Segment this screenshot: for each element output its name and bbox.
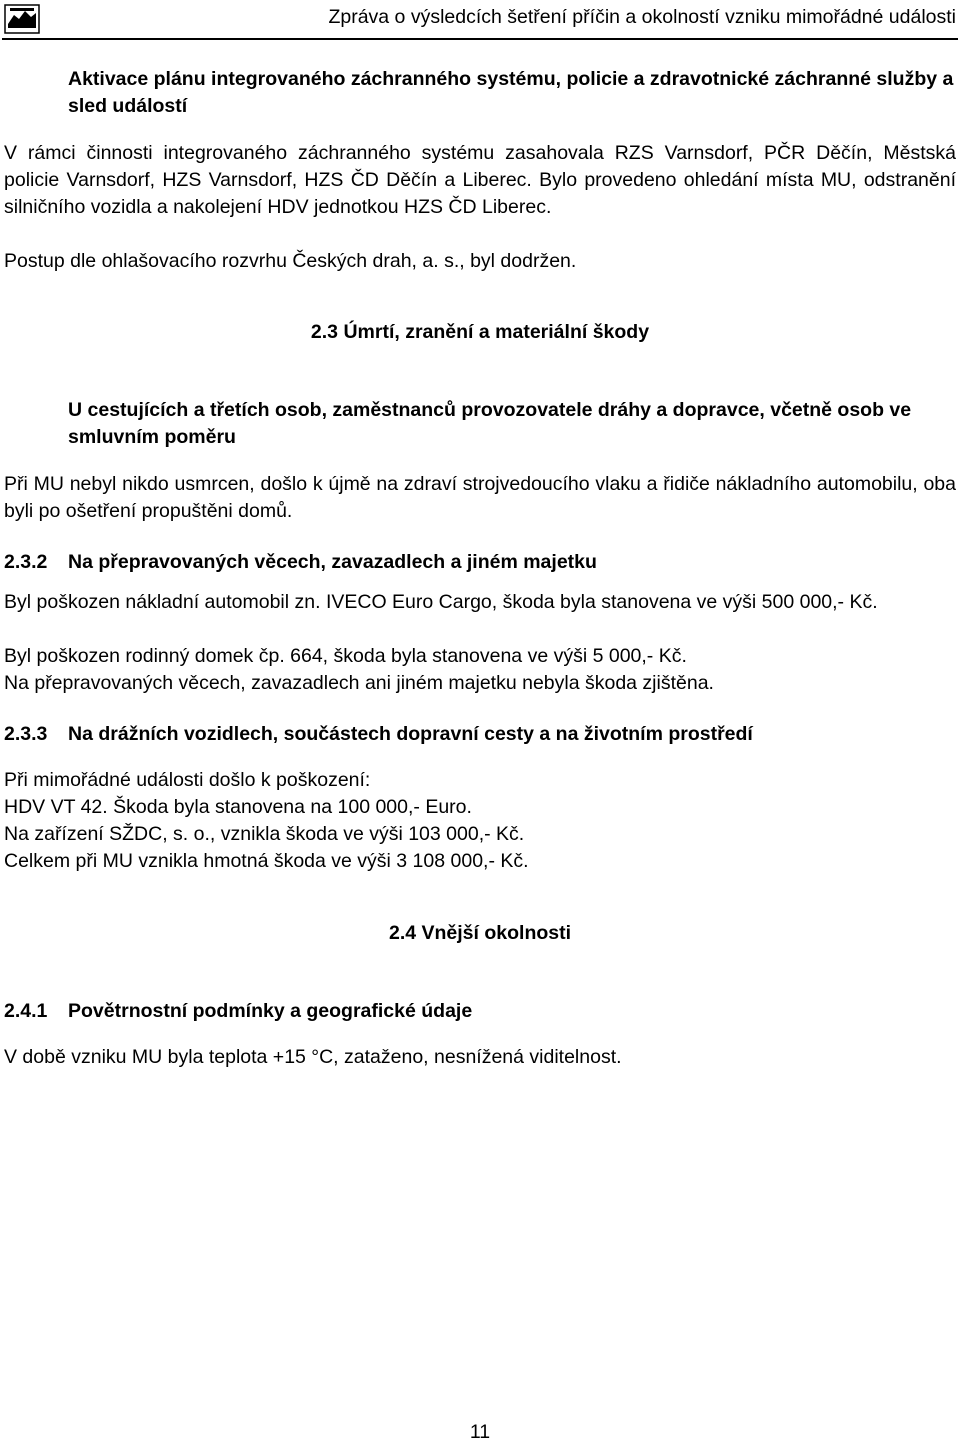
section-number xyxy=(4,66,68,93)
text-line: Celkem při MU vznikla hmotná škoda ve výši 3 108 000,- Kč. xyxy=(4,850,529,872)
section-2-3-heading: 2.3 Úmrtí, zranění a materiální škody xyxy=(310,321,650,343)
section-number: 2.3.2 xyxy=(4,551,48,573)
section-2-3-1-paragraph: Při MU nebyl nikdo usmrcen, došlo k újmě na zdraví strojvedoucího vlaku a řidiče nákladního automobilu, oba byli po ošetření propuštěni domů. xyxy=(4,473,956,522)
section-number: 2.3.3 xyxy=(4,723,48,745)
page-number: 11 xyxy=(469,1421,491,1443)
section-2-3-3-heading xyxy=(4,721,956,748)
text-line: Při mimořádné události došlo k poškození: xyxy=(4,769,371,791)
section-2-3-2-paragraph-3: Na přepravovaných věcech, zavazadlech ani jiném majetku nebyla škoda zjištěna. xyxy=(4,672,714,694)
header-divider xyxy=(2,38,958,40)
section-2-4-1-heading xyxy=(4,998,956,1025)
section-number xyxy=(4,397,68,424)
document-header-title: Zpráva o výsledcích šetření příčin a okolností vzniku mimořádné události xyxy=(328,6,956,28)
section-2-3-2-paragraph-1: Byl poškozen nákladní automobil zn. IVECO Euro Cargo, škoda byla stanovena ve výši 500 000,- Kč. xyxy=(4,591,878,613)
section-2-4-heading: 2.4 Vnější okolnosti xyxy=(388,922,572,944)
section-2-3-2-paragraph-2: Byl poškozen rodinný domek čp. 664, škoda byla stanovena ve výši 5 000,- Kč. xyxy=(4,645,687,667)
section-2-3-3-text xyxy=(4,767,956,875)
section-2-2-7-heading xyxy=(4,66,956,120)
section-title: Na drážních vozidlech, součástech dopravní cesty a na životním prostředí xyxy=(68,723,753,745)
section-2-2-7-paragraph-1: V rámci činnosti integrovaného záchranného systému zasahovala RZS Varnsdorf, PČR Děčín, Městská policie Varnsdorf, HZS Varnsdorf, HZS ČD Děčín a Liberec. Bylo provedeno ohledání místa MU, odstranění silničního vozidla a nakolejení HDV jednotkou HZS ČD Liberec. xyxy=(4,142,956,218)
logo xyxy=(4,4,40,34)
section-2-3-1-heading xyxy=(4,397,956,451)
section-title: U cestujících a třetích osob, zaměstnanců provozovatele dráhy a dopravce, včetně osob ve smluvním poměru xyxy=(68,399,912,448)
section-title: Na přepravovaných věcech, zavazadlech a jiném majetku xyxy=(68,551,597,573)
section-number: 2.4.1 xyxy=(4,1000,48,1022)
section-2-3-2-heading xyxy=(4,549,956,576)
section-2-2-7-paragraph-2: Postup dle ohlašovacího rozvrhu Českých drah, a. s., byl dodržen. xyxy=(4,250,577,272)
text-line: Na zařízení SŽDC, s. o., vznikla škoda ve výši 103 000,- Kč. xyxy=(4,823,525,845)
section-2-4-1-paragraph: V době vzniku MU byla teplota +15 °C, zataženo, nesnížená viditelnost. xyxy=(4,1046,622,1068)
section-title: Aktivace plánu integrovaného záchranného systému, policie a zdravotnické záchranné služby a sled událostí xyxy=(68,68,954,117)
text-line: HDV VT 42. Škoda byla stanovena na 100 000,- Euro. xyxy=(4,796,472,818)
section-title: Povětrnostní podmínky a geografické údaje xyxy=(68,1000,473,1022)
